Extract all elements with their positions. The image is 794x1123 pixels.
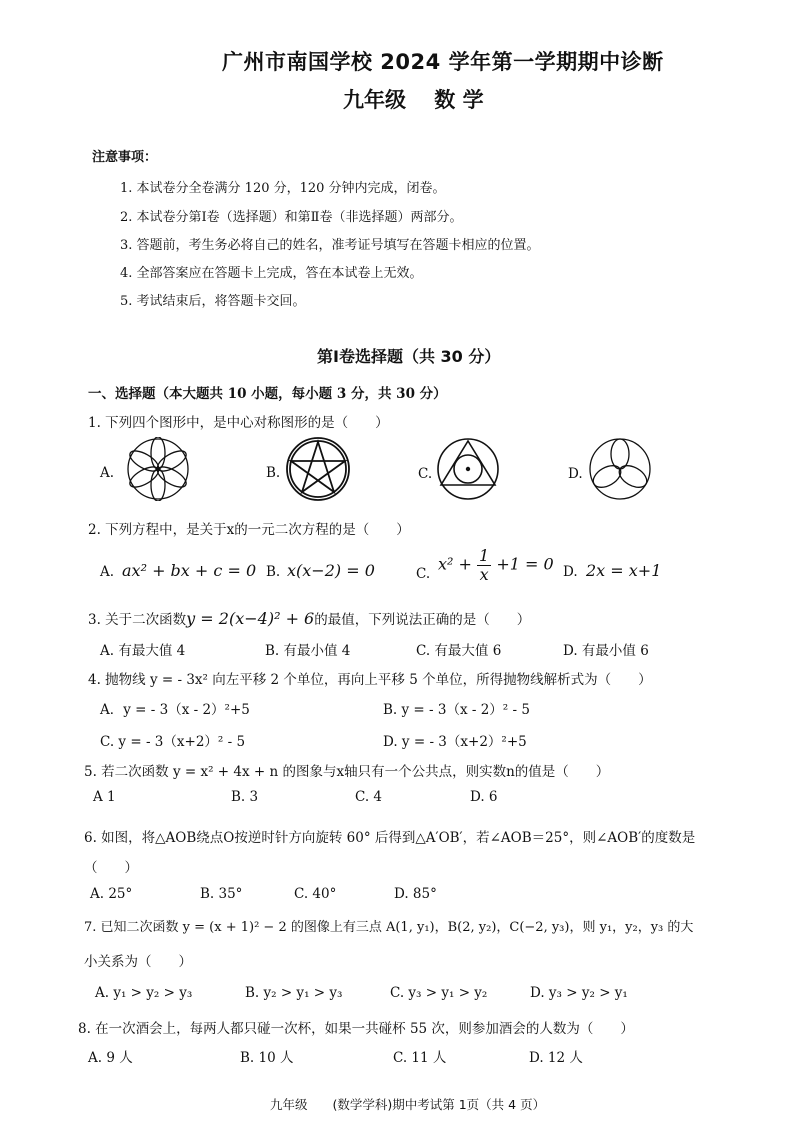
q8-option-b: B. 10 人 — [240, 1050, 294, 1066]
q2-option-b-label: B. — [266, 564, 281, 580]
q2-option-c-expr — [438, 547, 554, 583]
note-item: 2. 本试卷分第Ⅰ卷（选择题）和第Ⅱ卷（非选择题）两部分。 — [120, 210, 463, 225]
q8-option-c: C. 11 人 — [393, 1050, 447, 1066]
three-petal-circle-figure — [588, 437, 652, 501]
note-item: 4. 全部答案应在答题卡上完成，答在本试卷上无效。 — [120, 266, 423, 281]
q2-c-denominator: x — [479, 564, 489, 584]
question-7-stem: 7. 已知二次函数 y = (x + 1)² − 2 的图像上有三点 A(1, y₁)，B(2, y₂)，C(−2, y₃)，则 y₁，y₂，y₃ 的大 — [84, 920, 694, 935]
question-6-stem: 6. 如图，将△AOB绕点O按逆时针方向旋转 60° 后得到△A′OB′，若∠AOB＝25°，则∠AOB′的度数是 — [84, 830, 696, 846]
question-3-stem — [88, 608, 530, 628]
q3-option-c: C. 有最大值 6 — [416, 643, 502, 659]
q4-option-b: B. y = - 3（x - 2）² - 5 — [383, 702, 530, 718]
q3-stem-pre: 3. 关于二次函数 — [88, 612, 187, 628]
page-footer: 九年级 (数学学科)期中考试第 1页（共 4 页） — [270, 1097, 546, 1112]
q7-option-b: B. y₂ > y₁ > y₃ — [245, 985, 343, 1001]
q1-option-b-label: B. — [266, 465, 281, 481]
q3-option-a: A. 有最大值 4 — [100, 643, 186, 659]
q7-option-c: C. y₃ > y₁ > y₂ — [390, 985, 488, 1001]
q3-stem-expr: y = 2(x−4)² + 6 — [186, 609, 315, 628]
q4-option-d: D. y = - 3（x+2）²+5 — [383, 734, 527, 750]
q3-option-b: B. 有最小值 4 — [265, 643, 351, 659]
q2-option-d-label: D. — [563, 564, 578, 580]
q3-stem-post: 的最值，下列说法正确的是（ ） — [314, 612, 531, 628]
notes-heading: 注意事项： — [92, 150, 158, 165]
q6-option-b: B. 35° — [200, 886, 243, 902]
q5-option-a: A 1 — [93, 789, 116, 805]
q2-c-fraction — [477, 547, 491, 583]
question-6-stem-continued: （ ） — [84, 860, 138, 876]
q4-option-c: C. y = - 3（x+2）² - 5 — [100, 734, 246, 750]
note-item: 3. 答题前，考生务必将自己的姓名，准考证号填写在答题卡相应的位置。 — [120, 238, 540, 253]
question-8-stem: 8. 在一次酒会上，每两人都只碰一次杯，如果一共碰杯 55 次，则参加酒会的人数为（ ） — [78, 1021, 634, 1037]
note-item: 5. 考试结束后，将答题卡交回。 — [120, 294, 306, 309]
q2-option-b-expr: x(x−2) = 0 — [287, 561, 375, 580]
q2-c-post: +1 = 0 — [496, 554, 554, 574]
q4-option-a: A．y = - 3（x - 2）²+5 — [100, 702, 250, 718]
section-title: 第Ⅰ卷选择题（共 30 分） — [317, 347, 501, 366]
flower-rosette-figure — [126, 437, 190, 501]
question-1-stem: 1. 下列四个图形中，是中心对称图形的是（ ） — [88, 415, 389, 431]
q1-option-a-label: A. — [100, 465, 115, 481]
q2-option-a-label: A. — [100, 564, 115, 580]
q5-option-b: B. 3 — [231, 789, 259, 805]
exam-title: 广州市南国学校 2024 学年第一学期期中诊断 — [222, 50, 664, 74]
q2-option-c-label: C. — [416, 566, 431, 582]
q3-option-d: D. 有最小值 6 — [563, 643, 649, 659]
q2-option-a-expr: ax² + bx + c = 0 — [122, 561, 257, 580]
q2-c-numerator: 1 — [479, 546, 490, 565]
exam-subtitle: 九年级 数 学 — [343, 88, 484, 112]
question-5-stem: 5. 若二次函数 y = x² + 4x + n 的图象与x轴只有一个公共点，则实数n的值是（ ） — [84, 764, 610, 780]
part-title: 一、选择题（本大题共 10 小题，每小题 3 分，共 30 分） — [88, 386, 447, 402]
note-item: 1. 本试卷分全卷满分 120 分，120 分钟内完成，闭卷。 — [120, 181, 446, 196]
q8-option-a: A. 9 人 — [88, 1050, 133, 1066]
q1-option-c-label: C. — [418, 466, 433, 482]
q6-option-a: A. 25° — [90, 886, 133, 902]
q2-c-pre: x² + — [438, 554, 472, 574]
q6-option-c: C. 40° — [294, 886, 337, 902]
question-4-stem: 4. 抛物线 y = - 3x² 向左平移 2 个单位，再向上平移 5 个单位，所得抛物线解析式为（ ） — [88, 672, 652, 688]
q5-option-c: C. 4 — [355, 789, 383, 805]
q7-option-d: D. y₃ > y₂ > y₁ — [530, 985, 628, 1001]
q1-option-d-label: D. — [568, 466, 583, 482]
q5-option-d: D. 6 — [470, 789, 498, 805]
q2-option-d-expr: 2x = x+1 — [586, 561, 662, 580]
q6-option-d: D. 85° — [394, 886, 437, 902]
q8-option-d: D. 12 人 — [529, 1050, 583, 1066]
q7-option-a: A. y₁ > y₂ > y₃ — [95, 985, 193, 1001]
pentagram-circle-figure — [285, 436, 351, 502]
triangle-in-circle-figure — [436, 437, 500, 501]
question-2-stem: 2. 下列方程中，是关于x的一元二次方程的是（ ） — [88, 522, 410, 538]
question-7-stem-continued: 小关系为（ ） — [84, 954, 192, 970]
